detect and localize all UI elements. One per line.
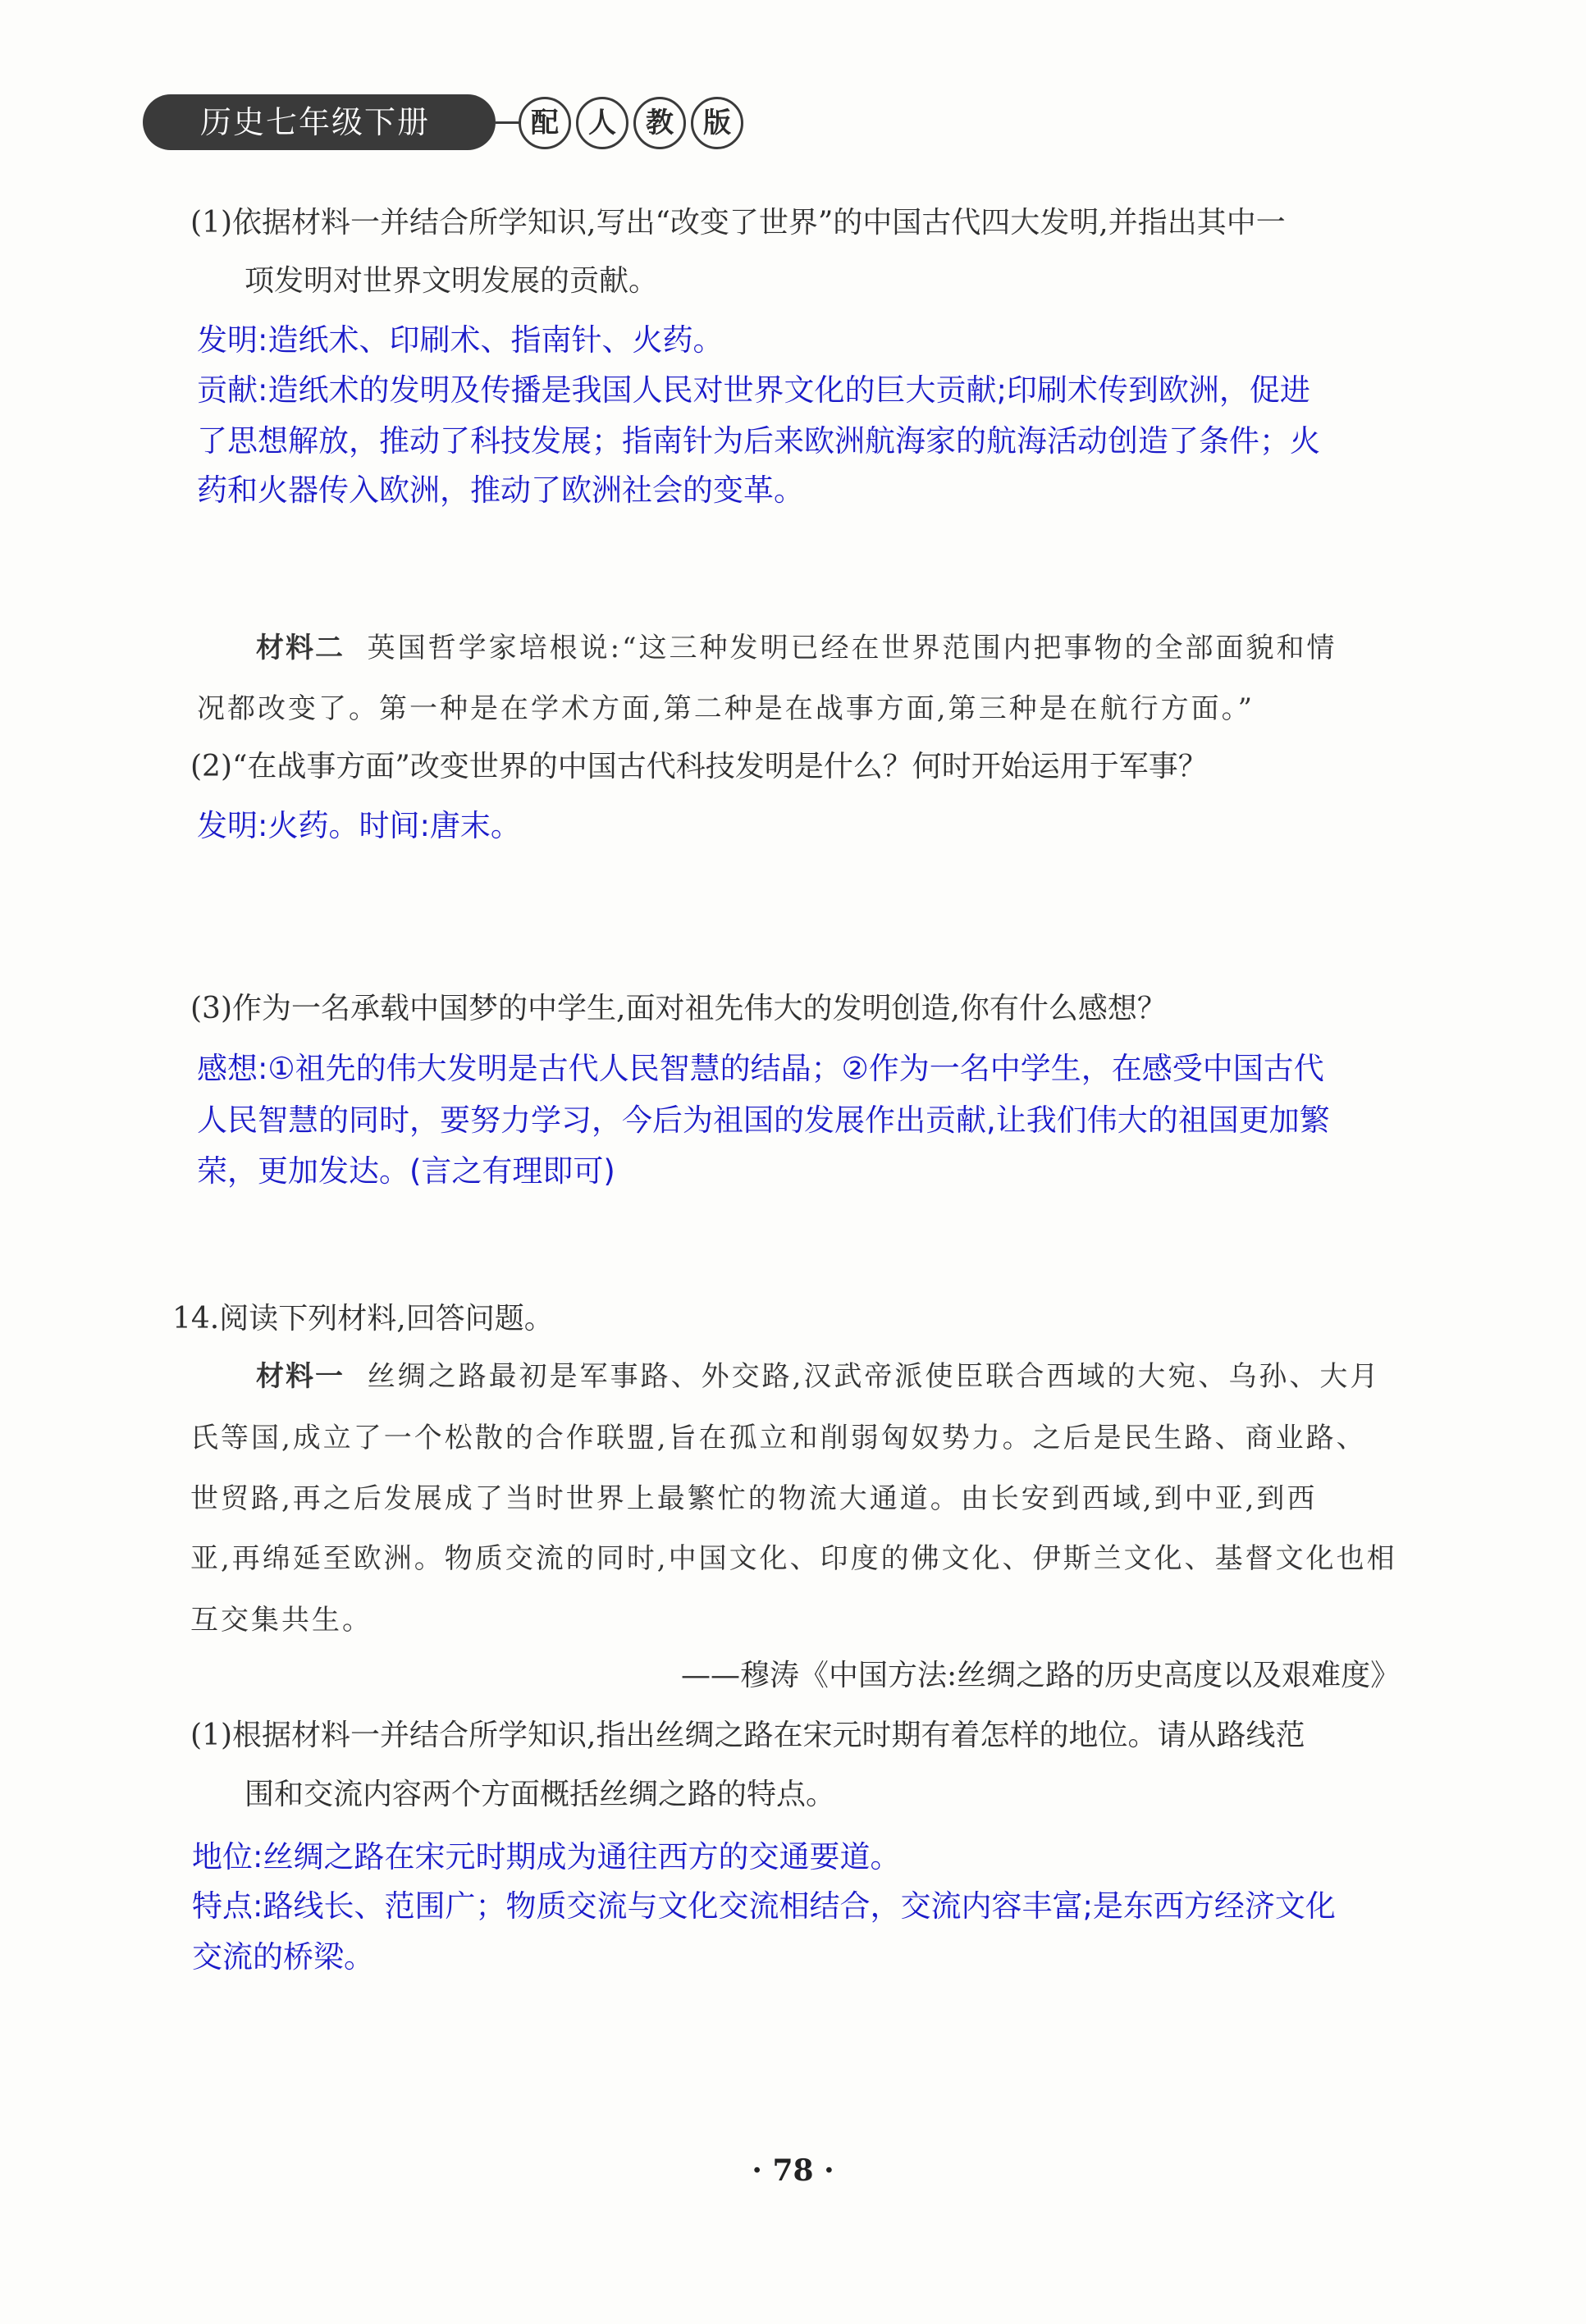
material2-line2: 况都改变了。第一种是在学术方面,第二种是在战事方面,第三种是在航行方面。” [197,692,1255,725]
page-number: · 78 · [752,2153,834,2188]
q14-1-question-line2: 围和交流内容两个方面概括丝绸之路的特点。 [245,1778,836,1811]
q13-1-line1: (1)依据材料一并结合所学知识,写出“改变了世界”的中国古代四大发明,并指出其中一 [190,206,1286,240]
q14-title: 14.阅读下列材料,回答问题。 [172,1302,554,1336]
q14-material1-line4: 亚,再绵延至欧洲。物质交流的同时,中国文化、印度的佛文化、伊斯兰文化、基督文化也相 [190,1542,1397,1575]
q13-1-answer-line4: 药和火器传入欧洲，推动了欧洲社会的变革。 [197,473,804,508]
q14-material1-text1: 丝绸之路最初是军事路、外交路,汉武帝派使臣联合西域的大宛、乌孙、大月 [367,1360,1381,1393]
q14-1-question-line1: (1)根据材料一并结合所学知识,指出丝绸之路在宋元时期有着怎样的地位。请从路线范 [190,1719,1305,1752]
q14-material1-label: 材料一 [256,1360,345,1393]
q13-3-answer-line3: 荣，更加发达。(言之有理即可) [197,1153,615,1189]
q13-2-answer: 发明:火药。时间:唐末。 [197,808,521,843]
q14-material1-line1 [256,1352,1380,1401]
edition-char: 配 [519,97,571,149]
material2-line1 [256,623,1337,673]
header-divider [496,121,520,124]
q14-material1-line5: 互交集共生。 [190,1604,373,1637]
q13-3-answer-line2: 人民智慧的同时，要努力学习，今后为祖国的发展作出贡献,让我们伟大的祖国更加繁 [197,1103,1330,1138]
q14-source: ——穆涛《中国方法:丝绸之路的历史高度以及艰难度》 [681,1659,1401,1692]
material2-text1: 英国哲学家培根说:“这三种发明已经在世界范围内把事物的全部面貌和情 [367,632,1337,664]
edition-char: 版 [691,97,743,149]
q14-1-answer-line1: 地位:丝绸之路在宋元时期成为通往西方的交通要道。 [192,1839,901,1874]
q14-1-answer-line3: 交流的桥梁。 [192,1939,374,1975]
q13-1-answer-line1: 发明:造纸术、印刷术、指南针、火药。 [197,322,724,358]
q13-1-answer-line2: 贡献:造纸术的发明及传播是我国人民对世界文化的巨大贡献;印刷术传到欧洲，促进 [197,372,1310,408]
q13-2-question: (2)“在战事方面”改变世界的中国古代科技发明是什么？何时开始运用于军事？ [190,750,1208,783]
q13-1-answer-line3: 了思想解放，推动了科技发展；指南针为后来欧洲航海家的航海活动创造了条件；火 [197,423,1320,459]
material2-label: 材料二 [256,632,345,664]
edition-char: 教 [633,97,686,149]
edition-badges [519,97,743,149]
q13-3-question: (3)作为一名承载中国梦的中学生,面对祖先伟大的发明创造,你有什么感想？ [190,992,1167,1025]
book-title-banner: 历史七年级下册 [143,94,496,150]
q14-1-answer-line2: 特点:路线长、范围广；物质交流与文化交流相结合，交流内容丰富;是东西方经济文化 [192,1888,1336,1924]
q14-material1-line3: 世贸路,再之后发展成了当时世界上最繁忙的物流大通道。由长安到西域,到中亚,到西 [190,1482,1318,1515]
q13-1-line2: 项发明对世界文明发展的贡献。 [245,264,659,298]
q14-material1-line2: 氏等国,成立了一个松散的合作联盟,旨在孤立和削弱匈奴势力。之后是民生路、商业路、 [190,1422,1367,1454]
q13-3-answer-line1: 感想:①祖先的伟大发明是古代人民智慧的结晶；②作为一名中学生，在感受中国古代 [197,1051,1324,1086]
edition-char: 人 [576,97,628,149]
